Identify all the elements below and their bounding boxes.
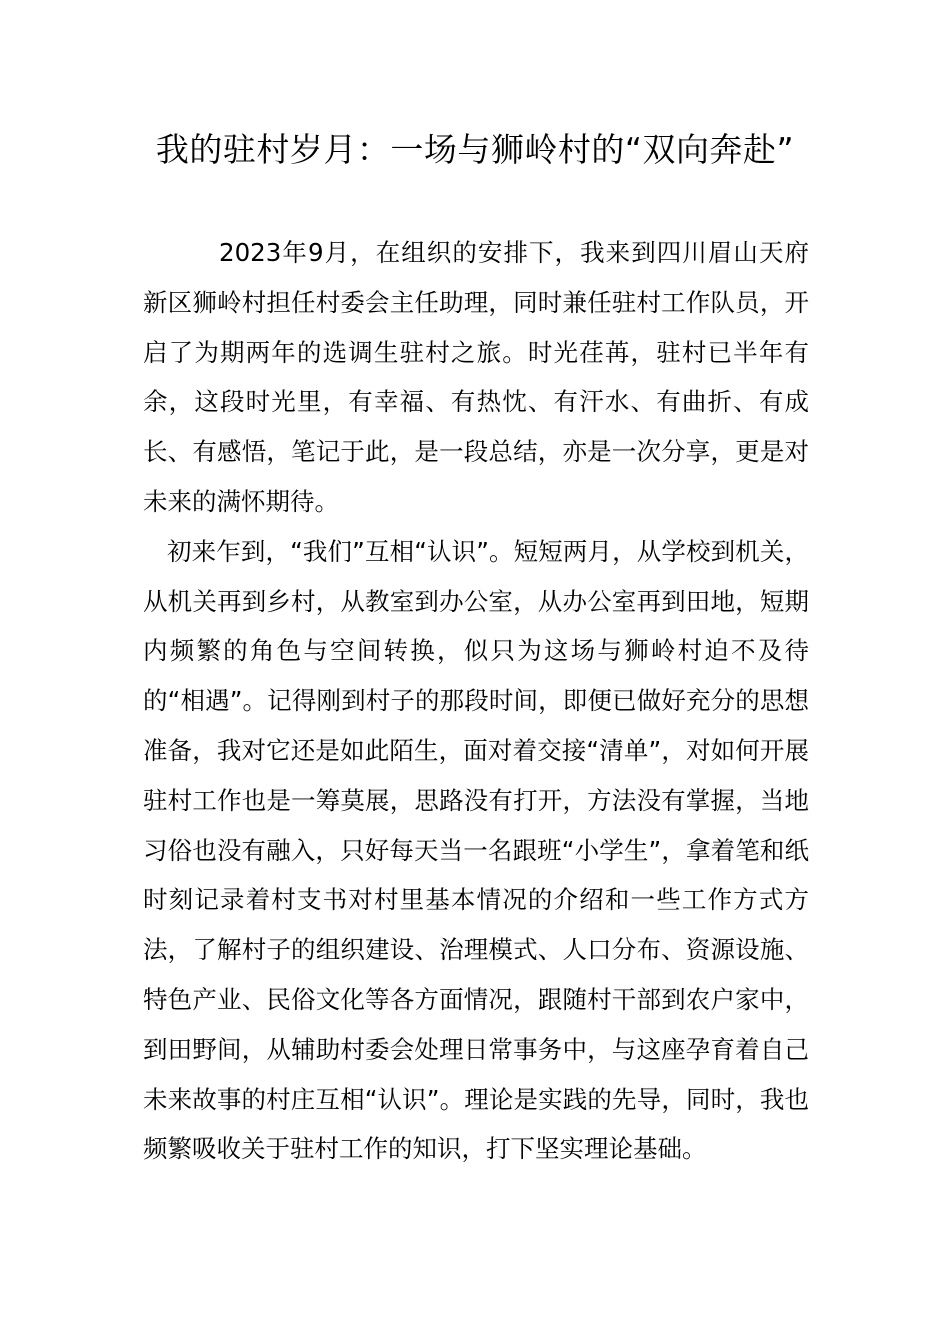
document-body bbox=[143, 228, 809, 1174]
paragraph-2: 初来乍到，“我们”互相“认识”。短短两月，从学校到机关，从机关再到乡村，从教室到办公室，从办公室再到田地，短期内频繁的角色与空间转换，似只为这场与狮岭村迫不及待的“相遇”。记得刚到村子的那段时间，即便已做好充分的思想准备，我对它还是如此陌生，面对着交接“清单”，对如何开展驻村工作也是一筹莫展，思路没有打开，方法没有掌握，当地习俗也没有融入，只好每天当一名跟班“小学生”，拿着笔和纸时刻记录着村支书对村里基本情况的介绍和一些工作方式方法，了解村子的组织建设、治理模式、人口分布、资源设施、特色产业、民俗文化等各方面情况，跟随村干部到农户家中，到田野间，从辅助村委会处理日常事务中，与这座孕育着自己未来故事的村庄互相“认识”。理论是实践的先导，同时，我也频繁吸收关于驻村工作的知识，打下坚实理论基础。 bbox=[143, 536, 809, 1164]
paragraph-1: 2023年9月，在组织的安排下，我来到四川眉山天府新区狮岭村担任村委会主任助理，同时兼任驻村工作队员，开启了为期两年的选调生驻村之旅。时光荏苒，驻村已半年有余，这段时光里，有幸福、有热忱、有汗水、有曲折、有成长、有感悟，笔记于此，是一段总结，亦是一次分享，更是对未来的满怀期待。 bbox=[143, 238, 809, 516]
document-title: 我的驻村岁月：一场与狮岭村的“双向奔赴” bbox=[155, 130, 795, 169]
